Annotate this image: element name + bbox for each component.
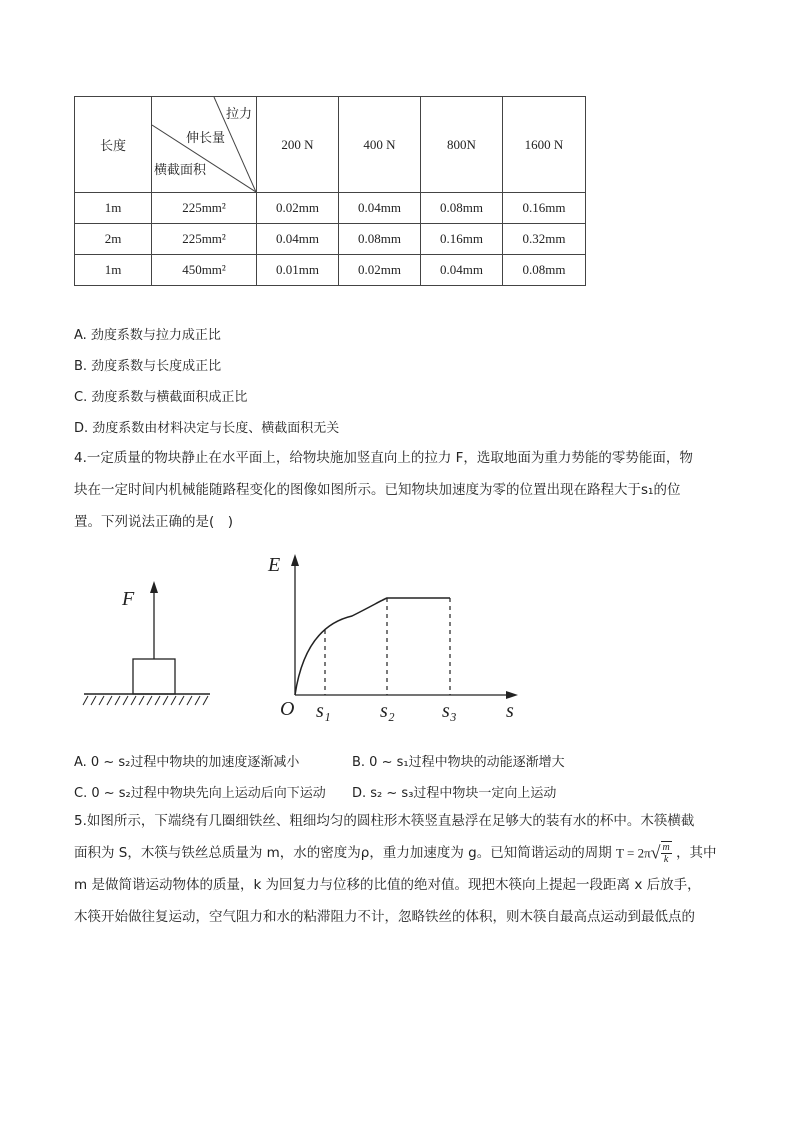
cell-value: 0.02mm bbox=[257, 193, 339, 224]
q4-option-c: C. 0 ~ s₂过程中物块先向上运动后向下运动 bbox=[74, 786, 326, 801]
q4-option-b: B. 0 ~ s₁过程中物块的动能逐渐增大 bbox=[352, 755, 565, 770]
formula-lhs: T = 2π bbox=[616, 845, 651, 861]
cell-value: 0.08mm bbox=[421, 193, 503, 224]
q4-stem bbox=[74, 442, 724, 538]
graph-tick-s3: s₃ bbox=[442, 700, 457, 722]
header-force-4: 1600 N bbox=[503, 97, 586, 193]
table-row bbox=[75, 255, 586, 286]
cell-length: 1m bbox=[75, 255, 152, 286]
graph-y-label: E bbox=[268, 554, 281, 576]
table-row bbox=[75, 224, 586, 255]
cell-value: 0.32mm bbox=[503, 224, 586, 255]
x-axis-arrow bbox=[506, 691, 518, 699]
q4-line-1: 4.一定质量的物块静止在水平面上，给物块施加竖直向上的拉力 F，选取地面为重力势能的零势能面，物 bbox=[74, 450, 693, 466]
cell-value: 0.16mm bbox=[421, 224, 503, 255]
table-header-row bbox=[75, 97, 586, 193]
formula-numerator: m bbox=[662, 842, 670, 853]
q4-line-3: 置。下列说法正确的是( ) bbox=[74, 514, 234, 530]
cell-area: 450mm² bbox=[152, 255, 257, 286]
cell-value: 0.04mm bbox=[339, 193, 421, 224]
header-force-1: 200 N bbox=[257, 97, 339, 193]
q5-line-2 bbox=[74, 837, 724, 869]
energy-graph bbox=[262, 548, 532, 733]
ground-hatching bbox=[83, 696, 208, 705]
diag-elong-label: 伸长量 bbox=[186, 131, 226, 146]
block bbox=[133, 659, 175, 694]
header-force-3: 800N bbox=[421, 97, 503, 193]
data-table bbox=[74, 96, 586, 286]
force-arrow-head bbox=[150, 581, 158, 593]
q5-stem bbox=[74, 805, 724, 933]
formula-denominator: k bbox=[663, 854, 669, 865]
sqrt-sign: √ bbox=[650, 842, 661, 863]
q3-option-b: B. 劲度系数与长度成正比 bbox=[74, 359, 222, 374]
header-length: 长度 bbox=[75, 97, 152, 193]
q4-option-d: D. s₂ ~ s₃过程中物块一定向上运动 bbox=[352, 786, 557, 801]
header-force-2: 400 N bbox=[339, 97, 421, 193]
graph-tick-s2: s₂ bbox=[380, 700, 395, 722]
sqrt-fraction bbox=[661, 841, 672, 865]
graph-x-label: s bbox=[506, 700, 514, 722]
graph-tick-s1: s₁ bbox=[316, 700, 331, 722]
q4-option-a: A. 0 ~ s₂过程中物块的加速度逐渐减小 bbox=[74, 755, 300, 770]
cell-length: 2m bbox=[75, 224, 152, 255]
diag-force-label: 拉力 bbox=[226, 107, 253, 122]
period-formula bbox=[616, 841, 672, 865]
cell-length: 1m bbox=[75, 193, 152, 224]
cell-area: 225mm² bbox=[152, 224, 257, 255]
cell-value: 0.04mm bbox=[257, 224, 339, 255]
q5-line-4: 木筷开始做往复运动，空气阻力和水的粘滞阻力不计，忽略铁丝的体积，则木筷自最高点运动到最低点的 bbox=[74, 909, 695, 925]
cell-value: 0.01mm bbox=[257, 255, 339, 286]
cell-value: 0.08mm bbox=[339, 224, 421, 255]
graph-origin-label: O bbox=[280, 698, 295, 720]
force-label: F bbox=[122, 588, 135, 610]
energy-curve bbox=[295, 598, 450, 695]
q5-line-2b: ，其中 bbox=[676, 845, 717, 861]
header-diagonal-cell bbox=[152, 97, 257, 193]
y-axis-arrow bbox=[291, 554, 299, 566]
cell-area: 225mm² bbox=[152, 193, 257, 224]
q3-option-d: D. 劲度系数由材料决定与长度、横截面积无关 bbox=[74, 421, 340, 436]
diag-area-label: 横截面积 bbox=[154, 163, 207, 178]
q5-line-3: m 是做简谐运动物体的质量，k 为回复力与位移的比值的绝对值。现把木筷向上提起一段距离 x 后放手， bbox=[74, 877, 701, 893]
q3-option-c: C. 劲度系数与横截面积成正比 bbox=[74, 390, 248, 405]
q3-option-a: A. 劲度系数与拉力成正比 bbox=[74, 328, 221, 343]
block-force-figure bbox=[80, 575, 220, 710]
q4-line-2: 块在一定时间内机械能随路程变化的图像如图所示。已知物块加速度为零的位置出现在路程大于s₁的位 bbox=[74, 482, 681, 498]
cell-value: 0.08mm bbox=[503, 255, 586, 286]
q5-line-1: 5.如图所示，下端绕有几圈细铁丝、粗细均匀的圆柱形木筷竖直悬浮在足够大的装有水的杯中。木筷横截 bbox=[74, 813, 695, 829]
cell-value: 0.04mm bbox=[421, 255, 503, 286]
table-row bbox=[75, 193, 586, 224]
cell-value: 0.16mm bbox=[503, 193, 586, 224]
q5-line-2a: 面积为 S，木筷与铁丝总质量为 m，水的密度为ρ，重力加速度为 g。已知简谐运动的周期 bbox=[74, 845, 612, 861]
cell-value: 0.02mm bbox=[339, 255, 421, 286]
